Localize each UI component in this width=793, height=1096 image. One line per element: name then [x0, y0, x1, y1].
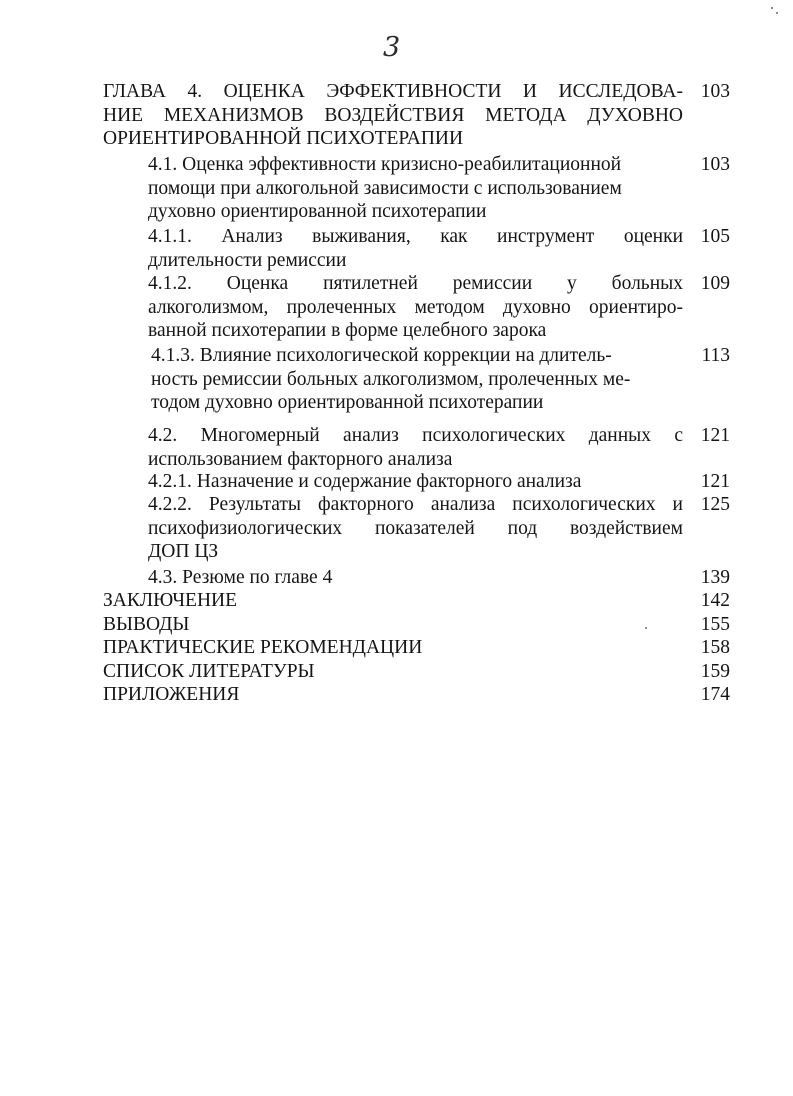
- toc-line: ОРИЕНТИРОВАННОЙ ПСИХОТЕРАПИИ: [103, 128, 464, 149]
- toc-entry-4-1: [148, 153, 688, 224]
- toc-entry-4-2-1: [148, 470, 683, 494]
- toc-entry-4-2: [148, 424, 683, 471]
- toc-entry-4-1-3: [151, 344, 681, 415]
- toc-page-number: 105: [700, 226, 730, 247]
- toc-line: 4.2.1. Назначение и содержание факторного анализа: [148, 471, 582, 492]
- toc-entry-4-2-2: [148, 493, 683, 564]
- toc-entry-4-3: [148, 566, 683, 590]
- toc-entry-chapter-4: [103, 80, 683, 151]
- toc-line: ВЫВОДЫ: [103, 614, 190, 635]
- toc-line: 4.1.3. Влияние психологической коррекции на длитель-: [151, 345, 612, 366]
- toc-line: 4.2.2. Результаты факторного анализа психологических и: [148, 494, 683, 515]
- toc-page-number: 103: [700, 154, 730, 175]
- toc-line: духовно ориентированной психотерапии: [148, 201, 487, 222]
- handwritten-page-number: 3: [383, 32, 401, 63]
- toc-line: использованием факторного анализа: [148, 448, 453, 470]
- toc-page-number: 159: [700, 661, 730, 682]
- toc-line: 4.1.2. Оценка пятилетней ремиссии у больных: [148, 273, 683, 294]
- toc-line: помощи при алкогольной зависимости с использованием: [148, 177, 622, 199]
- toc-line: ПРИЛОЖЕНИЯ: [103, 684, 240, 705]
- toc-page-number: 103: [700, 81, 730, 102]
- toc-line: алкоголизмом, пролеченных методом духовно ориентиро-: [148, 296, 683, 318]
- toc-line: 4.1.1. Анализ выживания, как инструмент оценки: [148, 226, 683, 247]
- toc-entry-4-1-1: [148, 225, 683, 272]
- toc-line: ДОП ЦЗ: [148, 541, 219, 562]
- toc-entry-4-1-2: [148, 272, 683, 343]
- scan-speck: [776, 12, 778, 14]
- toc-page-number: 125: [700, 494, 730, 515]
- toc-line: НИЕ МЕХАНИЗМОВ ВОЗДЕЙСТВИЯ МЕТОДА ДУХОВНО: [103, 104, 683, 126]
- toc-entry-appendices: [103, 683, 663, 707]
- toc-page-number: 174: [700, 684, 730, 705]
- toc-line: 4.2. Многомерный анализ психологических данных с: [148, 425, 683, 446]
- scan-speck: [645, 627, 647, 629]
- toc-line: СПИСОК ЛИТЕРАТУРЫ: [103, 661, 315, 682]
- toc-line: ПРАКТИЧЕСКИЕ РЕКОМЕНДАЦИИ: [103, 637, 423, 658]
- toc-line: 4.1. Оценка эффективности кризисно-реабилитационной: [148, 154, 622, 175]
- toc-entry-recommendations: [103, 636, 663, 660]
- toc-line: ГЛАВА 4. ОЦЕНКА ЭФФЕКТИВНОСТИ И ИССЛЕДОВА-: [103, 81, 683, 102]
- toc-entry-references: [103, 660, 663, 684]
- toc-line: ность ремиссии больных алкоголизмом, пролеченных ме-: [151, 368, 631, 390]
- toc-line: психофизиологических показателей под воздействием: [148, 517, 683, 539]
- toc-line: 4.3. Резюме по главе 4: [148, 567, 333, 588]
- toc-line: длительности ремиссии: [148, 249, 347, 271]
- toc-line: ванной психотерапии в форме целебного зарока: [148, 320, 547, 341]
- toc-page-number: 113: [701, 345, 730, 366]
- toc-page-number: 142: [700, 590, 730, 611]
- toc-page-number: 155: [700, 614, 730, 635]
- toc-line: ЗАКЛЮЧЕНИЕ: [103, 590, 238, 611]
- toc-page-number: 139: [700, 567, 730, 588]
- toc-page-number: 121: [700, 425, 730, 446]
- toc-page-number: 158: [700, 637, 730, 658]
- toc-line: тодом духовно ориентированной психотерапии: [151, 392, 544, 413]
- toc-entry-findings: [103, 613, 663, 637]
- toc-entry-conclusion: [103, 589, 663, 613]
- scan-speck: [771, 7, 773, 9]
- toc-page-number: 109: [700, 273, 730, 294]
- toc-page-number: 121: [700, 471, 730, 492]
